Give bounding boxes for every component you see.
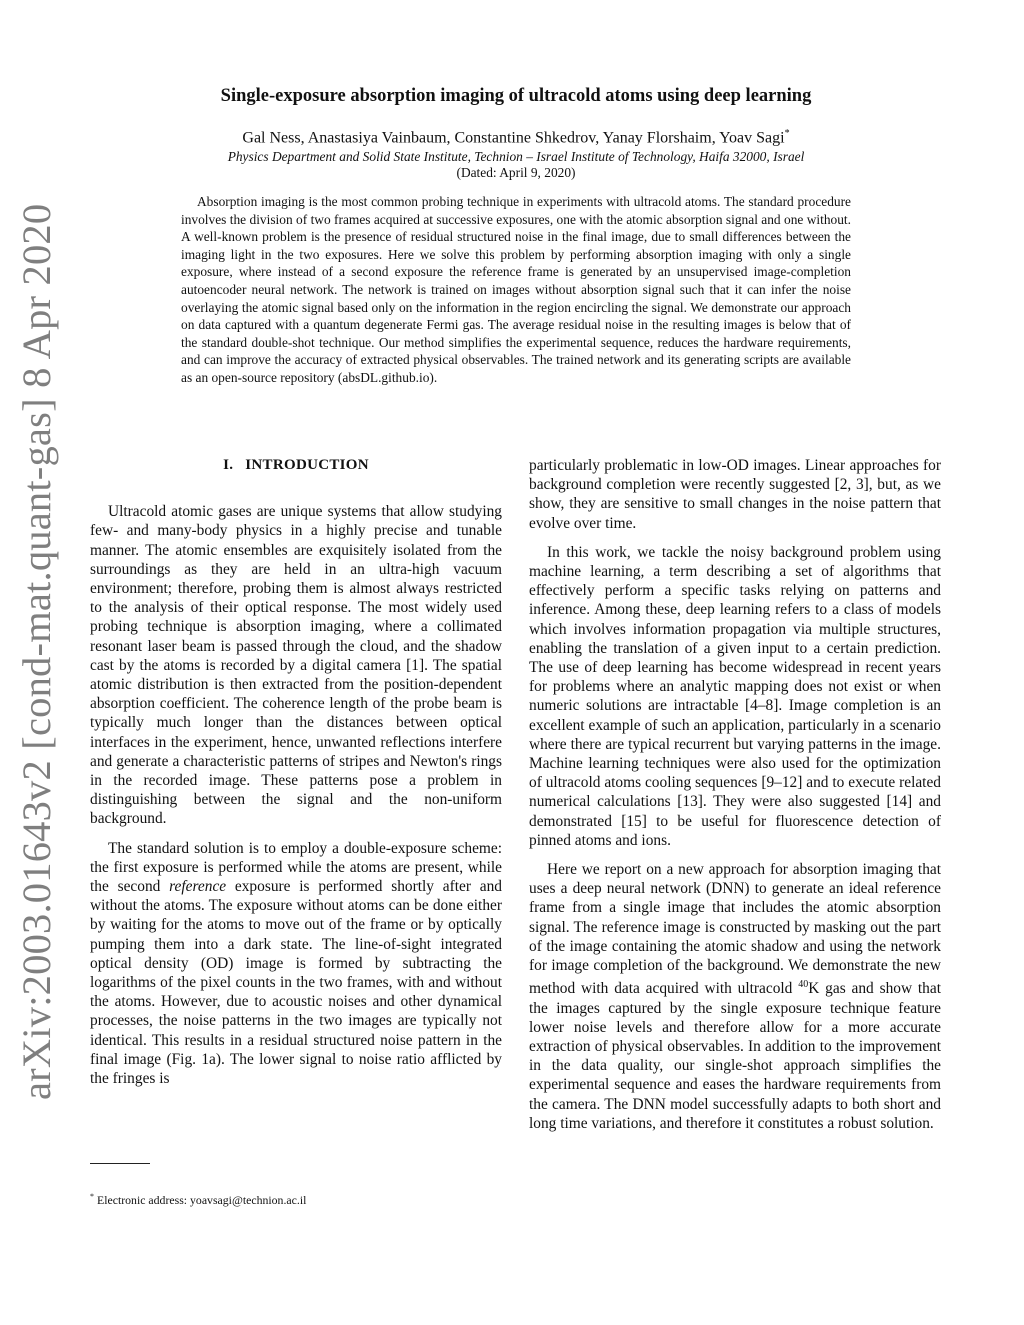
section-heading xyxy=(90,456,502,475)
left-column xyxy=(90,456,502,1098)
paragraph xyxy=(529,860,941,1133)
footnote-mark: * xyxy=(90,1192,94,1201)
arxiv-identifier-stamp: arXiv:2003.01643v2 [cond-mat.quant-gas] 8 Apr 2020 xyxy=(14,203,59,1100)
paragraph: In this work, we tackle the noisy background problem using machine learning, a term describing a set of algorithms that effectively perform a specific tasks relying on patterns and inference. Among these, deep learning refers to a class of models which involves information propagation via multiple structures, enabling the translation of a given input to a certain prediction. The use of deep learning has become widespread in recent years for problems where an analytic mapping does not exist or when numeric solutions are intractable [4–8]. Image completion is an excellent example of such an application, particularly in a scenario where there are typical recurrent but varying patterns in the image. Machine learning techniques were also used for the optimization of ultracold atoms cooling sequences [9–12] and to execute related numerical calculations [13]. They were also suggested [14] and demonstrated [15] to be useful for fluorescence detection of pinned atoms and ions. xyxy=(529,543,941,849)
paragraph-text: K gas and show that the images captured by the single exposure technique feature lower noise levels and therefore allow for a more accurate extraction of physical observables. In addition to the improvement in the data quality, our single-shot approach simplifies the experimental sequence and eases the hardware requirements from the camera. The DNN model successfully adapts to both short and long time variations, and therefore it constitutes a robust solution. xyxy=(529,980,941,1132)
paragraph-text: Here we report on a new approach for absorption imaging that uses a deep neural network (DNN) to generate an ideal reference frame from a single image that includes the atomic absorption signal. The reference image is constructed by masking out the part of the image containing the atomic shadow and using the network for image completion of the background. We demonstrate the new method with data acquired with ultracold xyxy=(529,861,941,998)
paragraph-text: exposure is performed shortly after and without the atoms. The exposure without atoms can be done either by waiting for the atoms to move out of the frame or by optically pumping them into a dark state. The line-of-sight integrated optical density (OD) image is formed by subtracting the logarithms of the pixel counts in the two frames, with and without the atoms. However, due to acoustic noises and other dynamical processes, the noise patterns in the two images are typically not identical. This results in a residual structured noise pattern in the final image (Fig. 1a). The lower signal to noise ratio afflicted by the fringes is xyxy=(90,878,502,1088)
footnote-divider xyxy=(90,1163,150,1164)
date-line: (Dated: April 9, 2020) xyxy=(456,165,576,180)
footnote xyxy=(90,1192,306,1208)
abstract: Absorption imaging is the most common probing technique in experiments with ultracold atoms. The standard procedure involves the division of two frames acquired at successive exposures, one with the atomic absorption signal and one without. A well-known problem is the presence of residual structured noise in the final image, due to small differences between the imaging light in the two exposures. Here we solve this problem by performing absorption imaging with only a single exposure, where instead of a second exposure the reference frame is generated by an unsupervised image-completion autoencoder neural network. The network is trained on images without absorption signal such that it can infer the noise overlaying the atomic signal based only on the information in the region encircling the signal. We demonstrate our approach on data captured with a quantum degenerate Fermi gas. The average residual noise in the resulting images is below that of the standard double-shot technique. Our method simplifies the experimental sequence, reduces the hardware requirements, and can improve the accuracy of extracted physical observables. The trained network and its generating scripts are available as an open-source repository (absDL.github.io). xyxy=(181,194,851,385)
affiliation: Physics Department and Solid State Institute, Technion – Israel Institute of Technology, Haifa 32000, Israel xyxy=(227,149,805,164)
footnote-text: Electronic address: yoavsagi@technion.ac.il xyxy=(97,1192,307,1207)
paragraph xyxy=(90,839,502,1089)
corresponding-author-mark: * xyxy=(784,128,790,139)
paragraph: Ultracold atomic gases are unique systems that allow studying few- and many-body physics in a highly precise and tunable manner. The atomic ensembles are exquisitely isolated from the surroundings as they are held in an ultra-high vacuum environment; therefore, probing them is almost always restricted to the analysis of their optical response. The most widely used probing technique is absorption imaging, where a collimated resonant laser beam is passed through the cloud, and the shadow cast by the atoms is recorded by a digital camera [1]. The spatial atomic distribution is then extracted from the position-dependent absorption coefficient. The coherence length of the probe beam is typically much longer than the distances between optical interfaces in the experiment, hence, unwanted reflections interfere and generate a characteristic patterns of stripes and Newton's rings in the recorded image. These patterns pose a problem in distinguishing between the signal and the non-uniform background. xyxy=(90,503,502,828)
paper-title: Single-exposure absorption imaging of ultracold atoms using deep learning xyxy=(220,86,812,106)
paragraph: particularly problematic in low-OD images. Linear approaches for background completion were recently suggested [2, 3], but, as we show, they are sensitive to small changes in the noise pattern that evolve over time. xyxy=(529,457,941,532)
right-column xyxy=(529,456,941,1143)
paragraph-text: The standard solution is to employ a double-exposure scheme: the first exposure is performed while the atoms are present, while the second xyxy=(90,839,502,896)
emphasis-text: reference xyxy=(169,878,227,896)
section-number: I. xyxy=(223,457,234,473)
section-title: INTRODUCTION xyxy=(245,457,369,473)
isotope-superscript: 40 xyxy=(798,979,809,991)
author-names: Gal Ness, Anastasiya Vainbaum, Constantine Shkedrov, Yanay Florshaim, Yoav Sagi xyxy=(242,129,785,147)
author-list xyxy=(90,128,942,147)
